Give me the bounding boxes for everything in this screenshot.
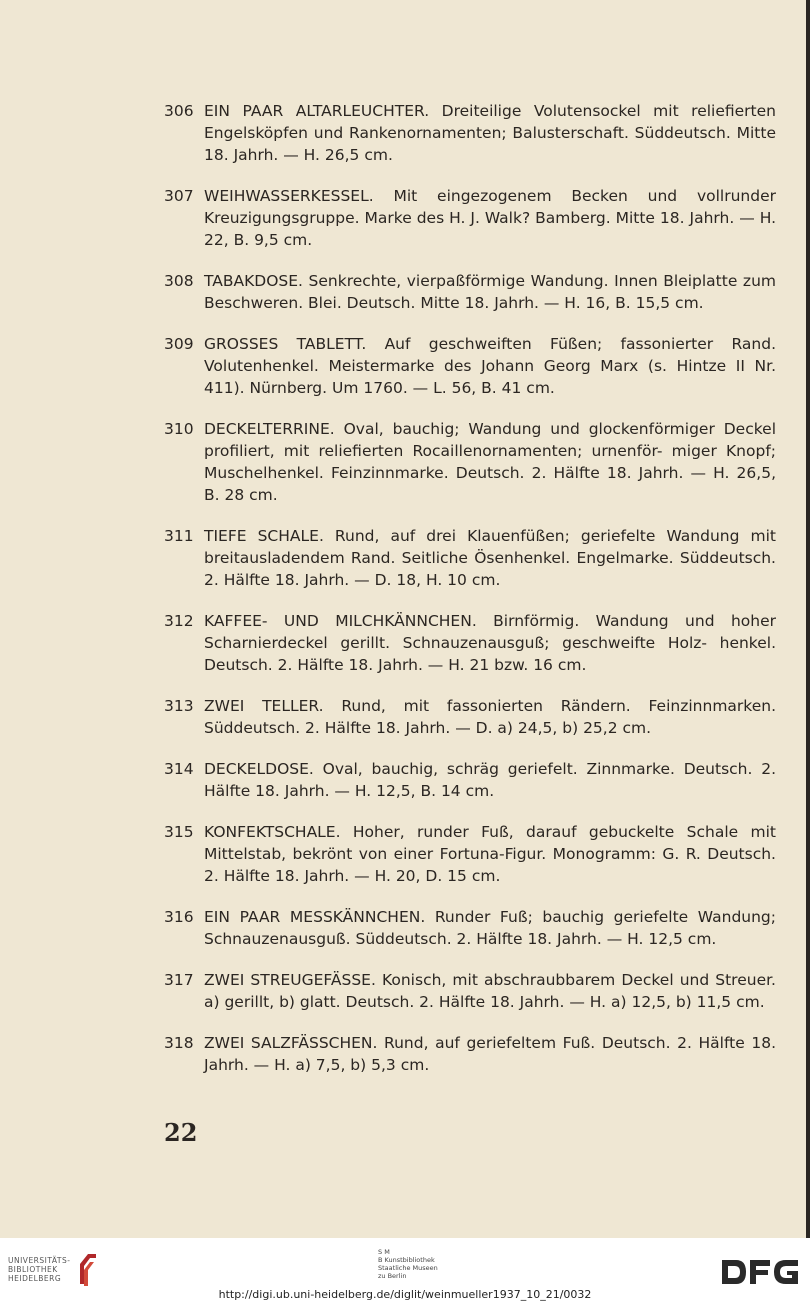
catalog-entry [164, 1032, 776, 1076]
catalog-entry [164, 610, 776, 676]
heidelberg-university-logo-icon [76, 1252, 98, 1288]
entry-number: 314 [164, 760, 194, 778]
catalog-entry [164, 270, 776, 314]
entry-text: EIN PAAR MESSKÄNNCHEN. Runder Fuß; bauchig geriefelte Wandung; Schnauzenausguß. Süddeutsch. 2. Hälfte 18. Jahrh. — H. 12,5 cm. [204, 908, 776, 948]
entry-text: ZWEI STREUGEFÄSSE. Konisch, mit abschraubbarem Deckel und Streuer. a) gerillt, b) glatt. Deutsch. 2. Hälfte 18. Jahrh. — H. a) 12,5, b) 11,5 cm. [204, 971, 776, 1011]
dfg-logo-icon [720, 1258, 800, 1286]
entry-number: 309 [164, 335, 194, 353]
entry-text: TABAKDOSE. Senkrechte, vierpaßförmige Wandung. Innen Bleiplatte zum Beschweren. Blei. Deutsch. Mitte 18. Jahrh. — H. 16, B. 15,5 cm. [204, 272, 776, 312]
catalog-entry [164, 525, 776, 591]
catalog-entry [164, 695, 776, 739]
catalog-entry [164, 185, 776, 251]
entry-number: 315 [164, 823, 194, 841]
stamp-line: B Kunstbibliothek [378, 1256, 435, 1264]
entry-number: 312 [164, 612, 194, 630]
entry-text: DECKELDOSE. Oval, bauchig, schräg geriefelt. Zinnmarke. Deutsch. 2. Hälfte 18. Jahrh. — H. 12,5, B. 14 cm. [204, 760, 776, 800]
university-line: HEIDELBERG [8, 1274, 62, 1283]
entry-number: 306 [164, 102, 194, 120]
catalog-entry [164, 418, 776, 506]
entry-number: 308 [164, 272, 194, 290]
catalog-entry [164, 758, 776, 802]
entry-number: 313 [164, 697, 194, 715]
source-url-link[interactable]: http://digi.ub.uni-heidelberg.de/diglit/weinmueller1937_10_21/0032 [218, 1288, 592, 1301]
entry-number: 310 [164, 420, 194, 438]
entry-number: 316 [164, 908, 194, 926]
entry-text: ZWEI SALZFÄSSCHEN. Rund, auf geriefeltem Fuß. Deutsch. 2. Hälfte 18. Jahrh. — H. a) 7,5, b) 5,3 cm. [204, 1034, 776, 1074]
catalog-entry [164, 906, 776, 950]
entry-text: TIEFE SCHALE. Rund, auf drei Klauenfüßen; geriefelte Wandung mit breitausladendem Rand. Seitliche Ösenhenkel. Engelmarke. Süddeutsch. 2. Hälfte 18. Jahrh. — D. 18, H. 10 cm. [204, 527, 776, 589]
catalog-entry [164, 969, 776, 1013]
catalog-entry [164, 333, 776, 399]
entry-number: 311 [164, 527, 194, 545]
catalog-entry [164, 821, 776, 887]
entry-text: ZWEI TELLER. Rund, mit fassonierten Rändern. Feinzinnmarken. Süddeutsch. 2. Hälfte 18. Jahrh. — D. a) 24,5, b) 25,2 cm. [204, 697, 776, 737]
stamp-line: zu Berlin [378, 1272, 407, 1280]
entry-text: KAFFEE- UND MILCHKÄNNCHEN. Birnförmig. Wandung und hoher Scharnierdeckel gerillt. Schnauzenausguß; geschweifte Holz- henkel. Deutsch. 2. Hälfte 18. Jahrh. — H. 21 bzw. 16 cm. [204, 612, 776, 674]
page-number: 22 [164, 1118, 198, 1147]
stamp-line: Staatliche Museen [378, 1264, 438, 1272]
entry-number: 318 [164, 1034, 194, 1052]
catalog-entry [164, 100, 776, 166]
entry-text: WEIHWASSERKESSEL. Mit eingezogenem Becken und vollrunder Kreuzigungsgruppe. Marke des H. J. Walk? Bamberg. Mitte 18. Jahrh. — H. 22, B. 9,5 cm. [204, 187, 776, 249]
catalog-entries [164, 100, 776, 1095]
entry-text: EIN PAAR ALTARLEUCHTER. Dreiteilige Volutensockel mit reliefierten Engelsköpfen und Rankenornamenten; Balusterschaft. Süddeutsch. Mitte 18. Jahrh. — H. 26,5 cm. [204, 102, 776, 164]
entry-text: GROSSES TABLETT. Auf geschweiften Füßen; fassonierter Rand. Volutenhenkel. Meistermarke des Johann Georg Marx (s. Hintze II Nr. 411). Nürnberg. Um 1760. — L. 56, B. 41 cm. [204, 335, 776, 397]
entry-number: 307 [164, 187, 194, 205]
stamp-line: S M [378, 1248, 390, 1256]
entry-number: 317 [164, 971, 194, 989]
scan-edge [806, 0, 810, 1238]
entry-text: KONFEKTSCHALE. Hoher, runder Fuß, darauf gebuckelte Schale mit Mittelstab, bekrönt von einer Fortuna-Figur. Monogramm: G. R. Deutsch. 2. Hälfte 18. Jahrh. — H. 20, D. 15 cm. [204, 823, 776, 885]
museum-stamp [378, 1248, 438, 1280]
university-library-name [8, 1256, 70, 1283]
entry-text: DECKELTERRINE. Oval, bauchig; Wandung und glockenförmiger Deckel profiliert, mit reliefierten Rocaillenornamenten; urnenför- miger Knopf; Muschelhenkel. Feinzinnmarke. Deutsch. 2. Hälfte 18. Jahrh. — H. 26,5, B. 28 cm. [204, 420, 776, 504]
university-line: BIBLIOTHEK [8, 1265, 58, 1274]
university-line: UNIVERSITÄTS- [8, 1256, 71, 1265]
